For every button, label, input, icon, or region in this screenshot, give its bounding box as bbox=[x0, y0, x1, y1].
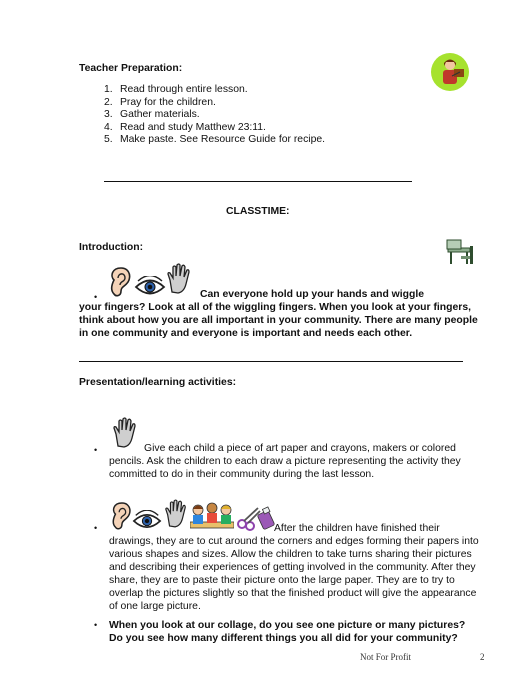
divider bbox=[79, 361, 463, 362]
list-item: 4. Read and study Matthew 23:11. bbox=[104, 121, 266, 133]
ear-icon bbox=[108, 500, 134, 532]
hand-icon bbox=[112, 416, 138, 448]
intro-line-3: think about how you are all important in your community. There are many people bbox=[79, 315, 478, 326]
teacher-icon bbox=[430, 52, 470, 92]
desk-icon bbox=[444, 236, 476, 268]
list-item: 3. Gather materials. bbox=[104, 109, 200, 121]
intro-line-2: your fingers? Look at all of the wiggling fingers. When you look at your fingers, bbox=[79, 302, 471, 313]
ear-icon bbox=[106, 266, 134, 298]
scissors-glue-icon bbox=[236, 502, 276, 532]
hand-icon bbox=[166, 262, 192, 294]
divider bbox=[104, 181, 412, 182]
children-icon bbox=[190, 500, 234, 532]
bullet: • bbox=[94, 292, 98, 302]
activity-2-line-1: After the children have finished their bbox=[274, 523, 440, 534]
activity-1-line-1: Give each child a piece of art paper and crayons, makers or colored bbox=[144, 443, 456, 454]
presentation-heading: Presentation/learning activities: bbox=[79, 377, 237, 388]
bullet: • bbox=[94, 445, 98, 455]
list-item: 1. Read through entire lesson. bbox=[104, 84, 248, 95]
activity-2-line-5: share, they are to paste their picture onto the large paper. They are to try to bbox=[109, 575, 455, 586]
activity-2-line-2: drawings, they are to cut around the corners and edges forming their papers into bbox=[109, 536, 479, 547]
activity-3-line-1: When you look at our collage, do you see one picture or many pictures? bbox=[109, 620, 466, 631]
bullet: • bbox=[94, 523, 98, 533]
hand-icon bbox=[164, 498, 188, 528]
activity-2-line-4: and describing their experiences of getting involved in the community. After they bbox=[109, 562, 476, 573]
list-item: 5. Make paste. See Resource Guide for recipe. bbox=[104, 134, 326, 146]
intro-line-1: Can everyone hold up your hands and wiggle bbox=[200, 289, 425, 300]
eye-icon bbox=[134, 276, 166, 298]
activity-1-line-2: pencils. Ask the children to each draw a picture representing the activity they bbox=[109, 456, 461, 467]
bullet: • bbox=[94, 620, 98, 630]
classtime-heading: CLASSTIME: bbox=[226, 206, 290, 217]
activity-3-line-2: Do you see how many different things you all did for your community? bbox=[109, 633, 458, 644]
activity-2-line-7: of one large picture. bbox=[109, 601, 201, 612]
activity-1-line-3: committed to do in their community during the last lesson. bbox=[109, 469, 375, 480]
activity-2-line-6: overlap the pictures slightly so that the finished product will give the appearance bbox=[109, 588, 477, 599]
footer-text: Not For Profit bbox=[360, 652, 412, 662]
page-number: 2 bbox=[480, 652, 485, 662]
eye-icon bbox=[132, 510, 162, 532]
activity-2-line-3: various shapes and sizes. Allow the children to take turns sharing their pictures bbox=[109, 549, 472, 560]
list-item: 2. Pray for the children. bbox=[104, 96, 216, 108]
teacher-prep-list bbox=[104, 84, 325, 147]
intro-line-4: in one community and everyone is important and needs each other. bbox=[79, 328, 413, 339]
teacher-prep-heading: Teacher Preparation: bbox=[79, 63, 183, 74]
introduction-heading: Introduction: bbox=[79, 242, 144, 253]
